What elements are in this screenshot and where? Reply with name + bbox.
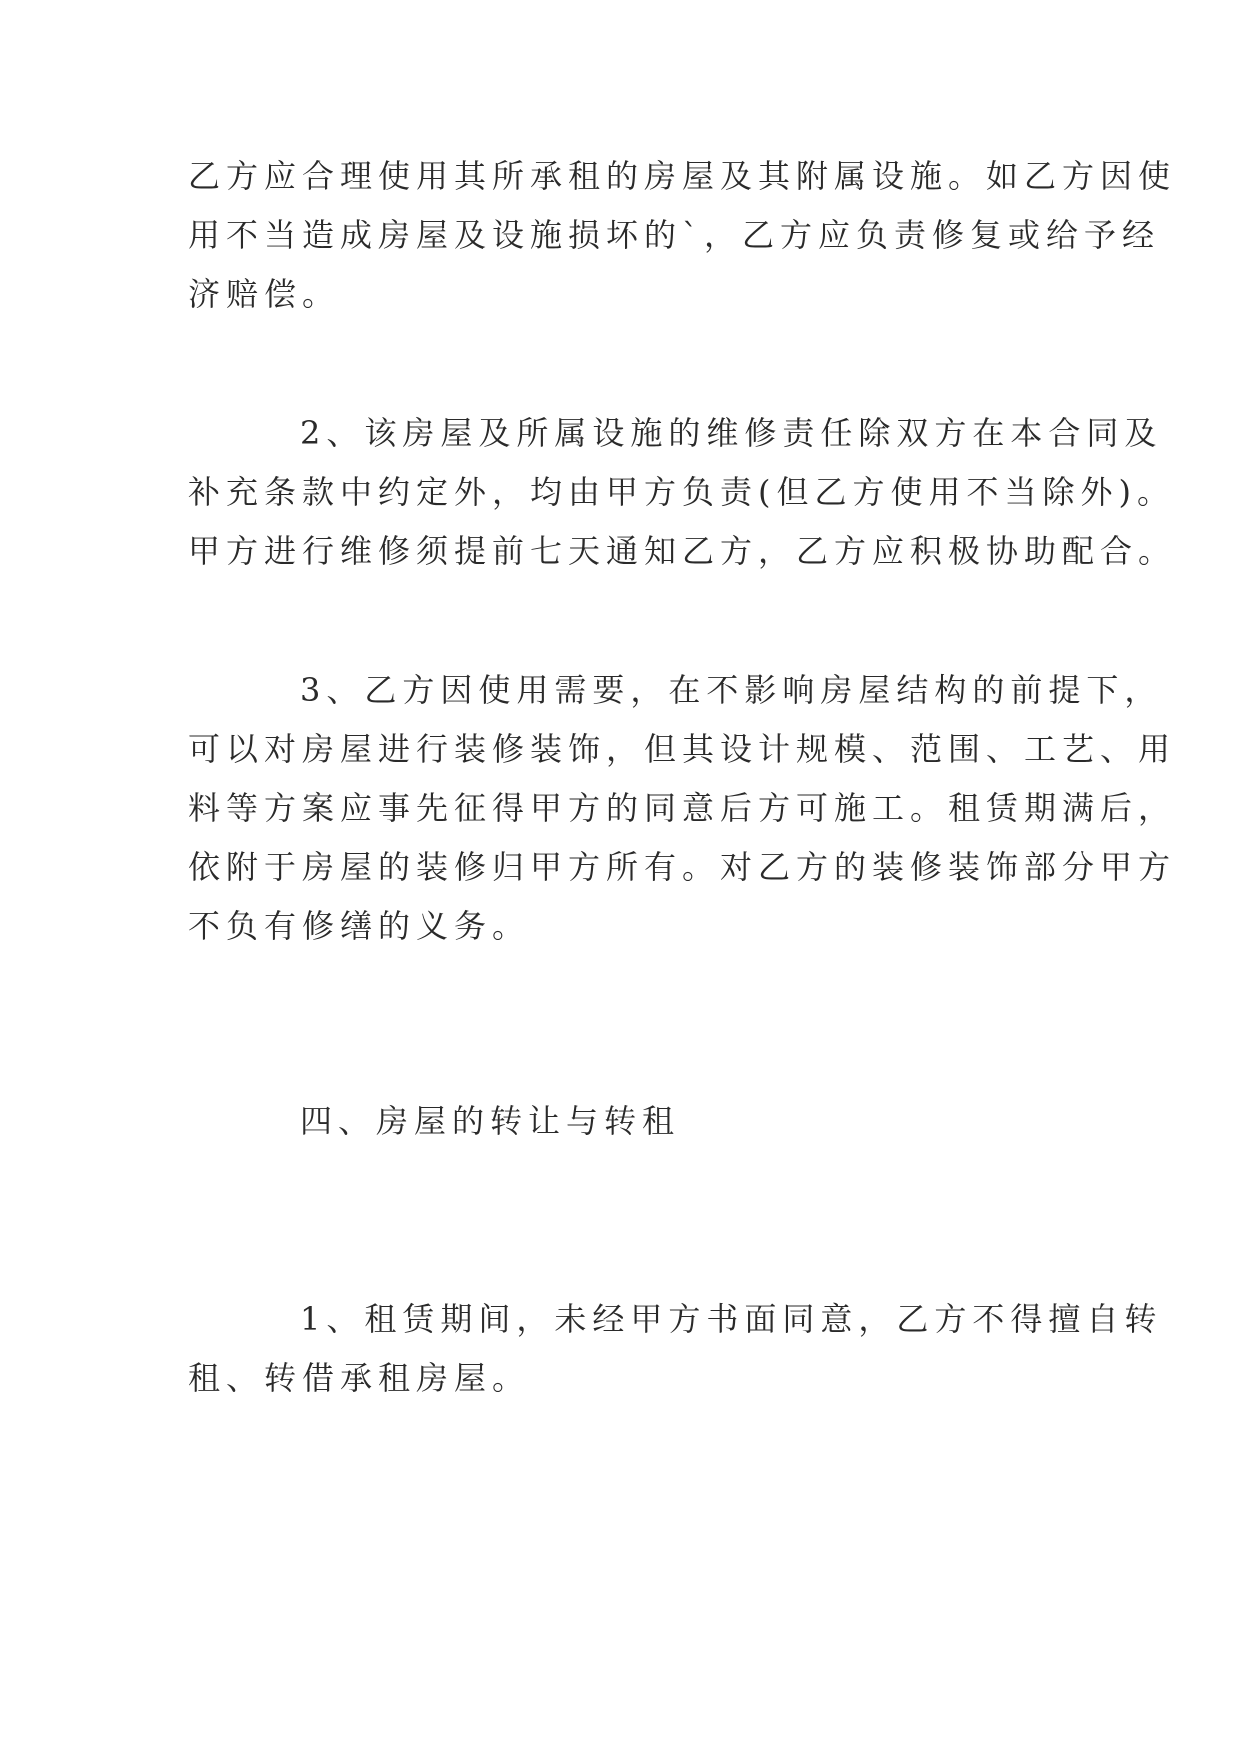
text-line: 甲方进行维修须提前七天通知乙方，乙方应积极协助配合。	[188, 532, 1177, 570]
paragraph-repair-responsibility	[188, 147, 1177, 324]
text-line: 2、该房屋及所属设施的维修责任除双方在本合同及	[300, 414, 1163, 452]
text-line: 补充条款中约定外，均由甲方负责(但乙方使用不当除外)。	[188, 473, 1175, 511]
text-line: 依附于房屋的装修归甲方所有。对乙方的装修装饰部分甲方	[188, 848, 1177, 886]
text-line: 可以对房屋进行装修装饰，但其设计规模、范围、工艺、用	[188, 730, 1177, 768]
section-heading: 四、房屋的转让与转租	[300, 1102, 681, 1140]
text-line: 1、租赁期间，未经甲方书面同意，乙方不得擅自转	[300, 1300, 1163, 1338]
paragraph-sublease-clause-1	[188, 1290, 1163, 1408]
text-line: 料等方案应事先征得甲方的同意后方可施工。租赁期满后，	[188, 789, 1177, 827]
section-heading-transfer-sublease	[188, 1092, 1058, 1151]
paragraph-clause-2	[188, 404, 1177, 581]
text-line: 济赔偿。	[188, 275, 341, 313]
text-line: 乙方应合理使用其所承租的房屋及其附属设施。如乙方因使	[188, 157, 1177, 195]
text-line: 3、乙方因使用需要，在不影响房屋结构的前提下，	[300, 671, 1163, 709]
paragraph-clause-3	[188, 661, 1177, 956]
text-line: 租、转借承租房屋。	[188, 1359, 531, 1397]
text-line: 用不当造成房屋及设施损坏的`，乙方应负责修复或给予经	[188, 216, 1161, 254]
text-line: 不负有修缮的义务。	[188, 907, 531, 945]
